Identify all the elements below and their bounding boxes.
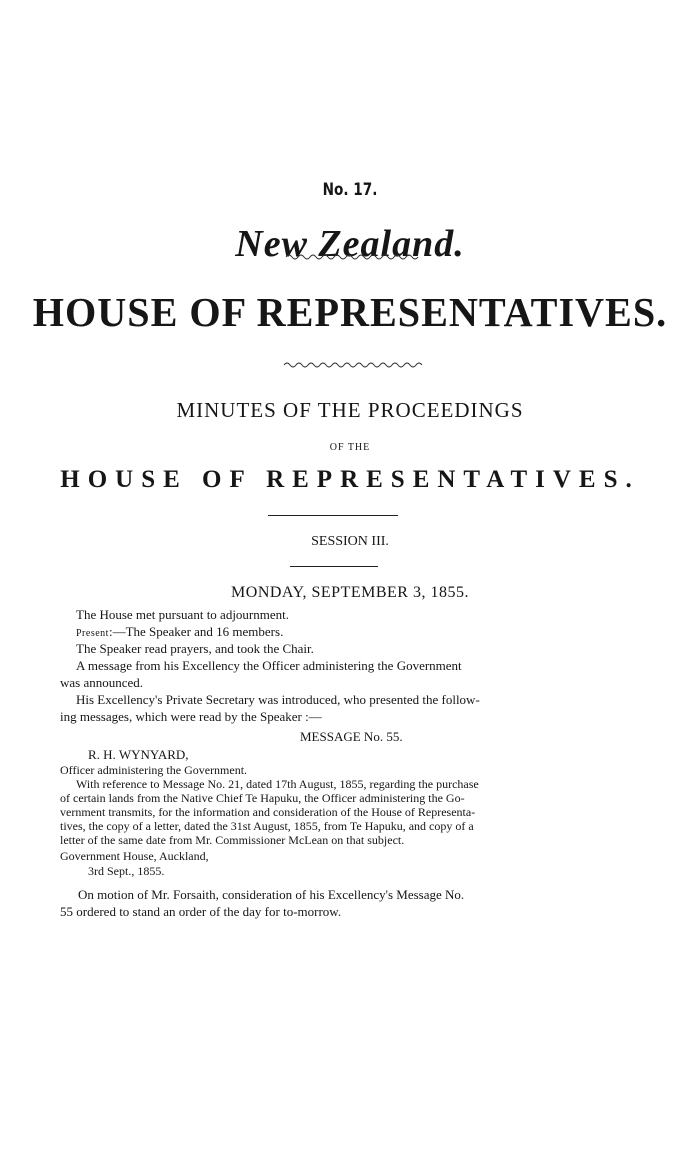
- message-date: 3rd Sept., 1855.: [88, 864, 165, 878]
- message-text-line-5: letter of the same date from Mr. Commissioner McLean on that subject.: [60, 833, 405, 847]
- main-title: HOUSE OF REPRESENTATIVES.: [32, 289, 668, 335]
- wavy-divider-top: [0, 252, 700, 262]
- message-officer: Officer administering the Government.: [60, 763, 248, 777]
- message-text-line-2: of certain lands from the Native Chief Te Hapuku, the Officer administering the Go-: [60, 791, 465, 805]
- sitting-date: MONDAY, SEPTEMBER 3, 1855.: [231, 584, 469, 601]
- proceedings-line-6: His Excellency's Private Secretary was introduced, who presented the follow-: [76, 692, 480, 707]
- rule-bottom: [290, 566, 378, 567]
- present-label: Present: [76, 628, 109, 639]
- motion-line-2: 55 ordered to stand an order of the day for to-morrow.: [60, 904, 342, 919]
- proceedings-line-1: The House met pursuant to adjournment.: [76, 607, 290, 622]
- document-number: No. 17.: [322, 180, 378, 200]
- rule-top: [268, 515, 398, 516]
- country-title: New Zealand.: [235, 223, 465, 265]
- message-text-line-4: tives, the copy of a letter, dated the 31st August, 1855, from Te Hapuku, and copy of a: [60, 819, 474, 833]
- proceedings-line-7: ing messages, which were read by the Speaker :—: [60, 709, 322, 724]
- house-heading: HOUSE OF REPRESENTATIVES.: [60, 466, 640, 493]
- message-heading: MESSAGE No. 55.: [300, 729, 403, 744]
- proceedings-line-3: The Speaker read prayers, and took the Chair.: [76, 641, 314, 656]
- proceedings-line-4: A message from his Excellency the Officer administering the Government: [76, 658, 462, 673]
- message-place: Government House, Auckland,: [60, 849, 209, 863]
- of-the-label: OF THE: [329, 442, 371, 453]
- minutes-heading: MINUTES OF THE PROCEEDINGS: [176, 398, 524, 422]
- proceedings-line-5: was announced.: [60, 675, 144, 690]
- message-text-line-1: With reference to Message No. 21, dated 17th August, 1855, regarding the purchase: [76, 777, 479, 791]
- message-signatory: R. H. WYNYARD,: [88, 747, 189, 762]
- wavy-divider-middle: [0, 360, 700, 370]
- session-label: SESSION III.: [311, 534, 389, 549]
- present-text: :—The Speaker and 16 members.: [108, 624, 284, 639]
- message-text-line-3: vernment transmits, for the information and consideration of the House of Representa-: [60, 805, 476, 819]
- motion-line-1: On motion of Mr. Forsaith, consideration of his Excellency's Message No.: [78, 887, 465, 902]
